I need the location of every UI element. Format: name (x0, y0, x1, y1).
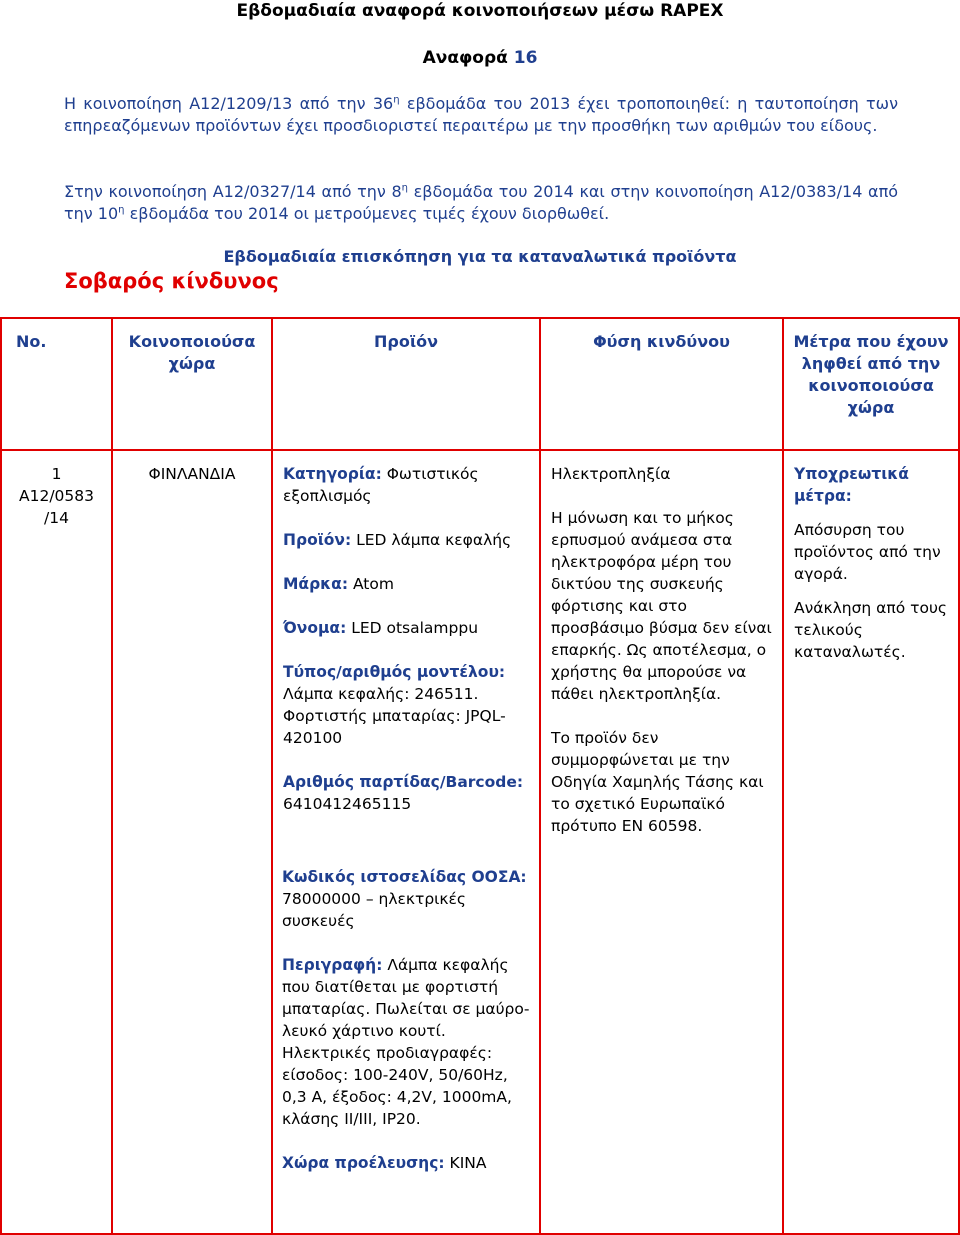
header-measures: Μέτρα που έχουν ληφθεί από την κοινοποιούσα χώρα (783, 318, 959, 450)
cell-hazard (540, 450, 783, 1234)
report-heading (0, 47, 960, 69)
overview-heading: Εβδομαδιαία επισκόπηση για τα καταναλωτικά προϊόντα (223, 247, 737, 266)
table-header-row (1, 318, 959, 450)
measure-recall: Ανάκληση από τους τελικούς καταναλωτές. (794, 599, 948, 661)
product-value: LED λάμπα κεφαλής (356, 531, 512, 549)
notice1-sup: η (393, 94, 400, 106)
product-label: Προϊόν: (283, 531, 352, 549)
description-value: Λάμπα κεφαλής που διατίθεται με φορτιστή μπαταρίας. Πωλείται σε μαύρο-λευκό χάρτινο κουτί. Ηλεκτρικές προδιαγραφές: είσοδος: 100-240V, 50/60Hz, 0,3 A, έξοδος: 4,2V, 1000mA, κλάσης II/III, IP20. (282, 956, 530, 1128)
measure-withdrawal: Απόσυρση του προϊόντος από την αγορά. (794, 521, 941, 583)
hazard-description: Η μόνωση και το μήκος ερπυσμού ανάμεσα στα ηλεκτροφόρα μέρη του δικτύου της συσκευής φόρτισης και στο προσβάσιμο βύσμα δεν είναι επαρκής. Ως αποτέλεσμα, ο χρήστης θα μπορούσε να πάθει ηλεκτροπληξία. (551, 509, 772, 703)
report-number: 16 (513, 48, 538, 68)
oecd-value: 78000000 – ηλεκτρικές συσκευές (282, 890, 467, 930)
description-label: Περιγραφή: (282, 956, 383, 974)
row-index: 1 (51, 465, 62, 483)
notice1-text-b: εβδομάδα του 2013 έχει τροποποιηθεί: η ταυτοποίηση των επηρεαζόμενων προϊόντων έχει προσδιοριστεί περαιτέρω με την προσθήκη των αριθμών του είδους. (64, 94, 899, 135)
product-batch (283, 771, 533, 815)
header-hazard: Φύση κινδύνου (540, 318, 783, 450)
cell-country: ΦΙΝΛΑΝΔΙΑ (112, 450, 272, 1234)
product-category (283, 463, 533, 507)
product-origin (282, 1152, 534, 1174)
page-title: Εβδομαδιαία αναφορά κοινοποιήσεων μέσω RAPEX (236, 1, 724, 21)
origin-label: Χώρα προέλευσης: (282, 1154, 445, 1172)
brand-label: Μάρκα: (283, 575, 349, 593)
category-value: Φωτιστικός εξοπλισμός (283, 465, 479, 505)
measures-label: Υποχρεωτικά μέτρα: (794, 465, 909, 505)
model-label: Τύπος/αριθμός μοντέλου: (283, 663, 506, 681)
product-description (282, 954, 534, 1130)
risk-heading: Σοβαρός κίνδυνος (64, 269, 279, 293)
notice2-text-b: εβδομάδα του 2014 και στην κοινοποίηση A12/0383/14 από την 10 (64, 182, 899, 223)
product-brand (283, 573, 533, 595)
model-value: Λάμπα κεφαλής: 246511. Φορτιστής μπαταρίας: JPQL-420100 (283, 685, 506, 747)
hazard-type: Ηλεκτροπληξία (551, 465, 671, 483)
cell-measures (783, 450, 959, 1234)
header-no: No. (1, 318, 112, 450)
modification-notice-2 (64, 181, 898, 225)
notification-code: A12/0583 /14 (19, 487, 94, 527)
hazard-compliance: Το προϊόν δεν συμμορφώνεται με την Οδηγία Χαμηλής Τάσης και το σχετικό Ευρωπαϊκό πρότυπο EN 60598. (551, 729, 764, 835)
product-oecd (282, 866, 534, 932)
oecd-label: Κωδικός ιστοσελίδας ΟΟΣΑ: (282, 868, 527, 886)
modification-notice-1 (64, 93, 898, 137)
product-continued (282, 866, 534, 1196)
origin-value: ΚΙΝΑ (449, 1154, 487, 1172)
product-model (283, 661, 533, 749)
brand-value: Atom (352, 575, 394, 593)
header-product: Προϊόν (272, 318, 540, 450)
name-value: LED otsalamppu (351, 619, 479, 637)
name-label: Όνομα: (283, 619, 347, 637)
cell-no (1, 450, 112, 1234)
report-label: Αναφορά (422, 48, 508, 68)
product-type (283, 529, 533, 551)
notice2-text-a: Στην κοινοποίηση A12/0327/14 από την 8 (64, 182, 402, 201)
notice2-sup-1: η (401, 182, 408, 194)
product-name (283, 617, 533, 639)
notice2-sup-2: η (118, 204, 125, 216)
batch-label: Αριθμός παρτίδας/Barcode: (283, 773, 524, 791)
notice2-text-c: εβδομάδα του 2014 οι μετρούμενες τιμές έχουν διορθωθεί. (124, 204, 610, 223)
category-label: Κατηγορία: (283, 465, 382, 483)
notice1-text-a: Η κοινοποίηση A12/1209/13 από την 36 (64, 94, 394, 113)
header-country: Κοινοποιούσα χώρα (112, 318, 272, 450)
batch-value: 6410412465115 (283, 795, 412, 813)
